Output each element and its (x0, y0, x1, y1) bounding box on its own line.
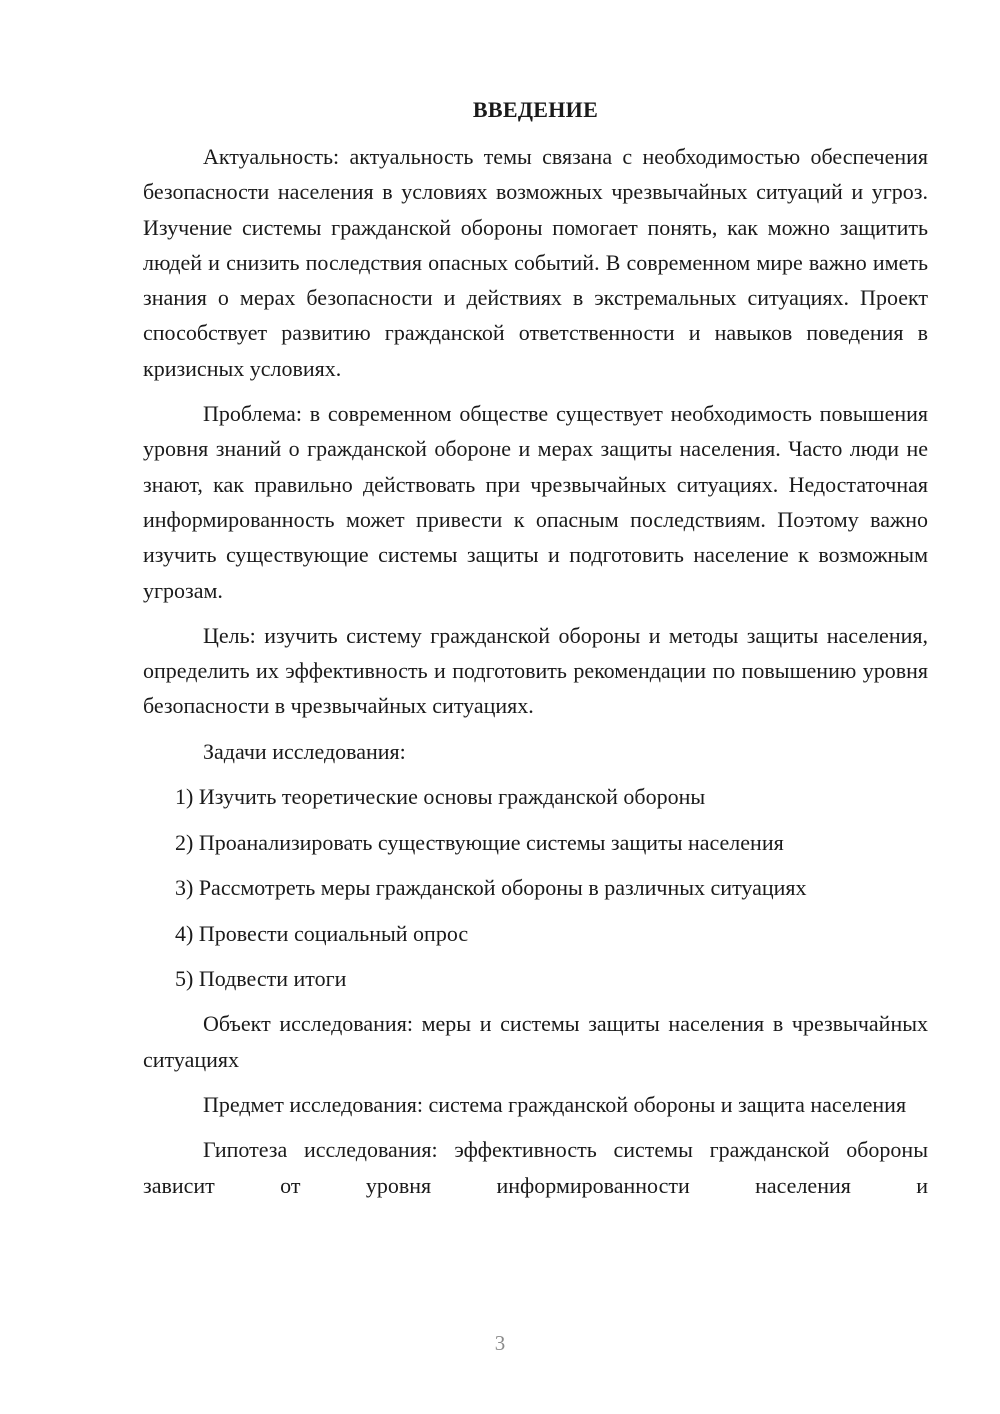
relevance-paragraph: Актуальность: актуальность темы связана с необходимостью обеспечения безопасности населения в условиях возможных чрезвычайных ситуаций и угроз. Изучение системы гражданской обороны помогает понять, как можно защитить людей и снизить последствия опасных событий. В современном мире важно иметь знания о мерах безопасности и действиях в экстремальных ситуациях. Проект способствует развитию гражданской ответственности и навыков поведения в кризисных условиях. (143, 144, 928, 381)
tasks-heading: Задачи исследования: (203, 738, 406, 764)
tasks-list (143, 779, 928, 996)
list-item: 4) Провести социальный опрос (175, 920, 469, 946)
object-paragraph: Объект исследования: меры и системы защиты населения в чрезвычайных ситуациях (143, 1011, 928, 1072)
page-number: 3 (494, 1331, 506, 1355)
page-content (143, 92, 928, 1203)
goal-paragraph: Цель: изучить систему гражданской обороны и методы защиты населения, определить их эффективность и подготовить рекомендации по повышению уровня безопасности в чрезвычайных ситуациях. (143, 622, 928, 719)
list-item: 2) Проанализировать существующие системы защиты населения (175, 829, 784, 855)
list-item: 1) Изучить теоретические основы гражданской обороны (175, 784, 706, 810)
subject-paragraph: Предмет исследования: система гражданской обороны и защита населения (203, 1092, 907, 1118)
page-title: ВВЕДЕНИЕ (472, 97, 599, 122)
problem-paragraph: Проблема: в современном обществе существует необходимость повышения уровня знаний о гражданской обороне и мерах защиты населения. Часто люди не знают, как правильно действовать при чрезвычайных ситуациях. Недостаточная информированность может привести к опасным последствиям. Поэтому важно изучить существующие системы защиты и подготовить население к возможным угрозам. (143, 401, 928, 603)
list-item: 5) Подвести итоги (175, 965, 347, 991)
hypothesis-paragraph: Гипотеза исследования: эффективность системы гражданской обороны зависит от уровня информированности населения и (143, 1137, 928, 1198)
list-item: 3) Рассмотреть меры гражданской обороны в различных ситуациях (175, 875, 807, 901)
